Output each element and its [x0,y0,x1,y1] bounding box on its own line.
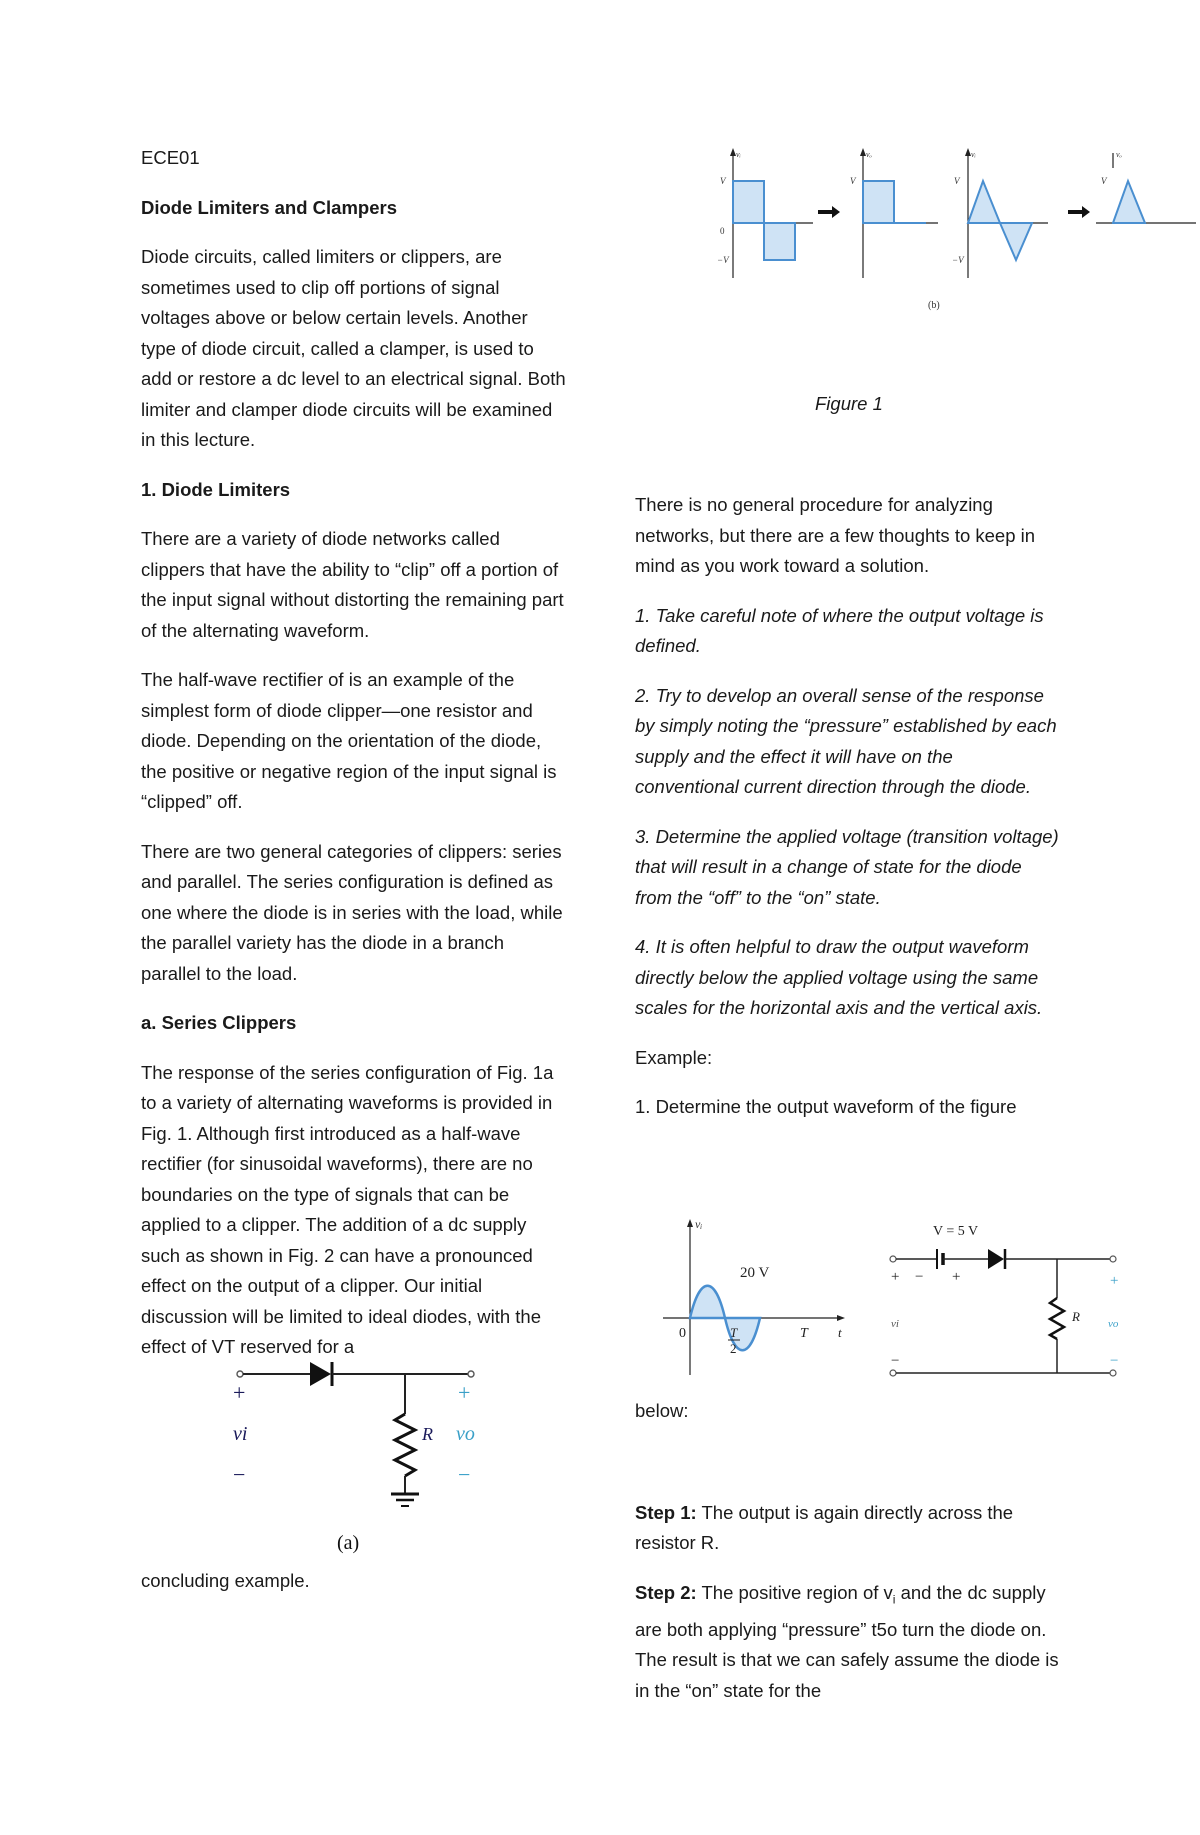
paragraph-clippers: There are a variety of diode networks called clippers that have the ability to “clip” off a portion of the input signal without distorting the remaining part of the alternating waveform. [141,528,564,641]
square-wave-positive [733,181,764,223]
vo-label: vo [456,1423,475,1445]
figure-a-circuit [215,1352,495,1562]
r-label: R [422,1424,433,1444]
left-column [141,143,566,1363]
intro-paragraph: Diode circuits, called limiters or clippers, are sometimes used to clip off portions of signal voltages above or below certain levels. Another type of diode circuit, called a clamper, is used to add or restore a dc level to an electrical signal. Both limiter and clamper diode circuits will be examined in this lecture. [141,246,566,450]
example-label: Example: [635,1046,713,1068]
figure-1b-label: (b) [928,300,940,311]
svg-text:vi: vi [891,1318,899,1330]
arrow-icon [1068,206,1090,218]
svg-text:−: − [915,1269,924,1285]
paragraph-half-wave: The half-wave rectifier of is an example of the simplest form of diode clipper—one resistor and diode. Depending on the orientation of the diode, the positive or negative region of the input signal is “clipped” off. [141,669,557,812]
course-code: ECE01 [141,147,200,168]
amplitude-label: 20 V [740,1265,770,1281]
square-wave-negative [764,223,795,260]
svg-text:V: V [954,176,960,186]
vi-plus: + [233,1380,246,1405]
example-item: 1. Determine the output waveform of the figure [635,1096,1017,1117]
vi-label: vi [233,1423,248,1445]
svg-text:+: + [891,1269,900,1285]
tip-1: 1. Take careful note of where the output voltage is defined. [635,604,1044,656]
input-terminal [237,1371,243,1377]
supply-label: V = 5 V [933,1224,979,1239]
diode-symbol [310,1362,331,1386]
figure-1-caption: Figure 1 [815,393,883,414]
svg-text:vᵢ: vᵢ [971,150,976,159]
vo-minus: − [458,1462,471,1487]
resistor-symbol [1050,1298,1064,1339]
example-figure [655,1215,1135,1390]
svg-text:0: 0 [679,1326,686,1341]
paragraph-series-response: The response of the series configuration of Fig. 1a to a variety of alternating waveforms is provided in Fig. 1. Although first introduced as a half-wave rectifier (for sinusoidal waveforms), there are no boundaries on the type of signals that can be applied to a clipper. The addition of a dc supply such as shown in Fig. 2 can have a pronounced effect on the output of a clipper. Our initial discussion will be limited to ideal diodes, with the effect of VT reserved for a [141,1061,554,1357]
vi-minus: − [233,1462,246,1487]
svg-text:V: V [720,176,726,186]
vo-plus: + [458,1380,471,1405]
triangle-wave-negative [1000,223,1032,260]
svg-text:−V: −V [718,255,729,265]
paragraph-categories: There are two general categories of clippers: series and parallel. The series configuration is defined as one where the diode is in series with the load, while the parallel variety has the diode in a branch parallel to the load. [141,840,563,984]
svg-text:vᵢ: vᵢ [695,1217,703,1231]
svg-text:R: R [1072,1309,1080,1324]
tip-3: 3. Determine the applied voltage (transition voltage) that will result in a change of state for the diode from the “off” to the “on” state. [635,825,1059,908]
svg-text:0: 0 [720,226,725,236]
clipped-square-output [863,181,894,223]
paragraph-general-procedure: There is no general procedure for analyzing networks, but there are a few thoughts to keep in mind as you work toward a solution. [635,494,1036,576]
svg-text:vᵢ: vᵢ [736,150,741,159]
clipped-triangle-output [1113,181,1145,223]
svg-text:vₒ: vₒ [866,150,872,159]
tip-4: 4. It is often helpful to draw the output waveform directly below the applied voltage using the same scales for the horizontal axis and the vertical axis. [635,936,1043,1018]
half-period-label: T [730,1325,738,1340]
page-title: Diode Limiters and Clampers [141,196,397,218]
right-column-continued [635,1396,1060,1725]
arrow-icon [818,206,840,218]
figure-a-label: (a) [337,1532,360,1554]
paragraph-concluding: concluding example. [141,1570,310,1591]
svg-text:−V: −V [952,255,964,265]
svg-text:V: V [1101,176,1107,186]
step-2: Step 2: The positive region of $v_i$ and the dc supply are both applying “pressure” t5o turn the diode on. The result is that we can safely assume the diode is in the “on” state for the [635,1581,1059,1701]
period-label: T [800,1326,808,1341]
svg-text:−: − [1110,1353,1119,1369]
figure-1-waveforms [718,148,1198,323]
svg-text:V: V [850,176,856,186]
output-terminal [468,1371,474,1377]
svg-text:vo: vo [1108,1318,1119,1330]
svg-text:t: t [838,1325,842,1340]
right-column [635,490,1060,1142]
step-1: Step 1: The output is again directly across the resistor R. [635,1501,1014,1553]
svg-text:2: 2 [730,1341,737,1356]
below-text: below: [635,1400,689,1421]
section-heading-diode-limiters: 1. Diode Limiters [141,478,291,500]
svg-text:−: − [891,1353,900,1369]
sine-positive-half [690,1286,725,1318]
triangle-wave-positive [968,181,1000,223]
resistor-symbol [395,1414,415,1476]
subsection-heading-series-clippers: a. Series Clippers [141,1012,297,1033]
svg-text:+: + [952,1269,961,1285]
svg-text:vₒ: vₒ [1116,150,1122,159]
tip-2: 2. Try to develop an overall sense of the response by simply noting the “pressure” established by each supply and the effect it will have on the conventional current direction through the diode. [635,684,1057,797]
diode-symbol [988,1249,1004,1269]
svg-text:+: + [1110,1273,1119,1289]
